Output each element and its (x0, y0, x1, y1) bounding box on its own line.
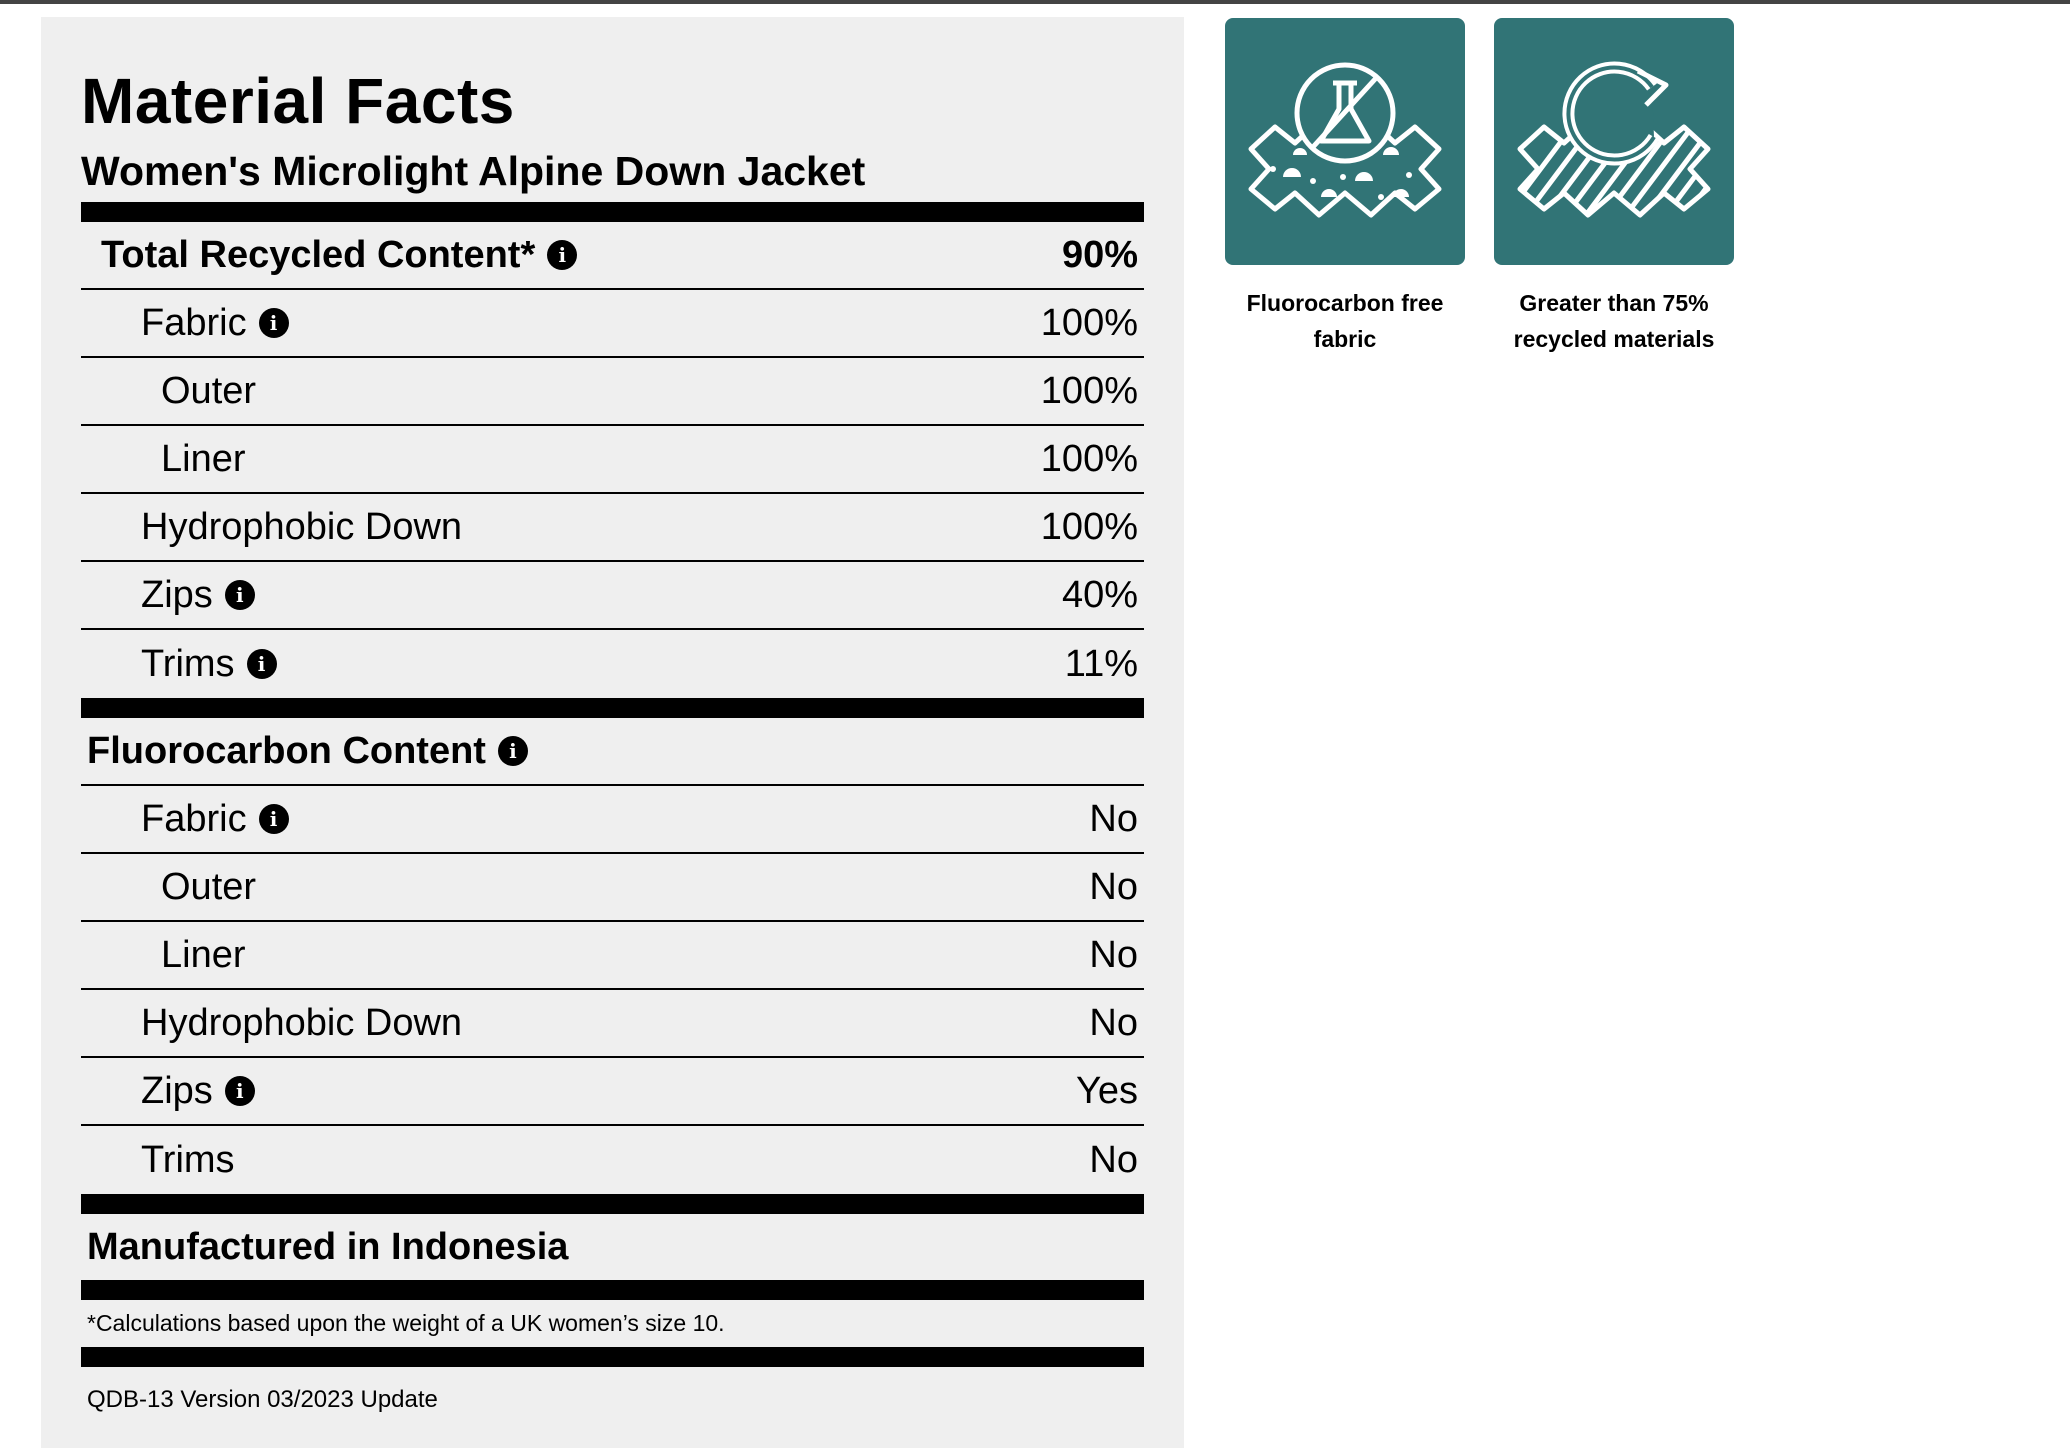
fluoro-fabric-row (81, 786, 1144, 854)
row-value: No (1089, 798, 1138, 840)
badge-caption-line: recycled materials (1513, 326, 1715, 352)
thick-divider (81, 1194, 1144, 1214)
badge-tile (1225, 18, 1465, 265)
badge-caption (1494, 285, 1734, 357)
row-value: 100% (1040, 370, 1138, 412)
row-value: 100% (1040, 438, 1138, 480)
row-label: Liner (161, 438, 246, 480)
info-icon[interactable]: i (247, 649, 277, 679)
fluoro-outer-row (81, 854, 1144, 922)
badge-caption-line: fabric (1313, 326, 1377, 352)
fluoro-down-row (81, 990, 1144, 1058)
recycled-zips-row (81, 562, 1144, 630)
recycled-trims-row (81, 630, 1144, 698)
row-label: Zips (141, 1070, 213, 1112)
badge-caption-line: Fluorocarbon free (1246, 290, 1444, 316)
recycled-materials-badge (1494, 18, 1734, 357)
recycled-liner-row (81, 426, 1144, 494)
row-label: Hydrophobic Down (141, 1002, 463, 1044)
badge-caption (1225, 285, 1465, 357)
page-title: Material Facts (81, 65, 515, 137)
thick-divider (81, 1280, 1144, 1300)
row-value: 40% (1061, 574, 1138, 616)
row-label: Trims (141, 643, 235, 685)
facts-table (81, 202, 1144, 1433)
recycled-fabric-row (81, 290, 1144, 358)
info-icon[interactable]: i (225, 580, 255, 610)
total-recycled-label: Total Recycled Content* (101, 234, 536, 276)
row-value: 100% (1040, 506, 1138, 548)
info-icon[interactable]: i (225, 1076, 255, 1106)
row-label: Fabric (141, 302, 247, 344)
top-border (0, 0, 2070, 4)
total-recycled-value: 90% (1061, 234, 1138, 276)
row-label: Zips (141, 574, 213, 616)
info-icon[interactable]: i (259, 308, 289, 338)
row-value: No (1089, 1139, 1138, 1181)
row-value: No (1089, 934, 1138, 976)
info-icon[interactable]: i (498, 736, 528, 766)
row-value: 11% (1064, 643, 1138, 685)
fluorocarbon-heading: Fluorocarbon Content (87, 730, 486, 772)
badge-tile (1494, 18, 1734, 265)
info-icon[interactable]: i (547, 240, 577, 270)
thick-divider (81, 202, 1144, 222)
badge-caption-line: Greater than 75% (1519, 290, 1709, 316)
fluoro-trims-row (81, 1126, 1144, 1194)
material-facts-panel (41, 17, 1184, 1448)
row-label: Trims (141, 1139, 235, 1181)
thick-divider (81, 1347, 1144, 1367)
recycled-outer-row (81, 358, 1144, 426)
row-label: Liner (161, 934, 246, 976)
product-name: Women's Microlight Alpine Down Jacket (81, 148, 866, 194)
row-label: Hydrophobic Down (141, 506, 463, 548)
recycled-materials-icon (1502, 47, 1726, 237)
row-value: No (1089, 1002, 1138, 1044)
thick-divider (81, 698, 1144, 718)
fluoro-liner-row (81, 922, 1144, 990)
fluorocarbon-free-badge (1225, 18, 1465, 357)
row-label: Fabric (141, 798, 247, 840)
fluoro-zips-row (81, 1058, 1144, 1126)
recycled-down-row (81, 494, 1144, 562)
row-value: 100% (1040, 302, 1138, 344)
manufactured-in: Manufactured in Indonesia (87, 1225, 569, 1268)
row-value: Yes (1076, 1070, 1138, 1112)
version-label: QDB-13 Version 03/2023 Update (87, 1386, 438, 1413)
fluorocarbon-free-icon (1233, 47, 1457, 237)
fluorocarbon-heading-row (81, 718, 1144, 786)
row-value: No (1089, 866, 1138, 908)
info-icon[interactable]: i (259, 804, 289, 834)
row-label: Outer (161, 866, 257, 908)
total-recycled-row (81, 222, 1144, 290)
footnote: *Calculations based upon the weight of a UK women’s size 10. (87, 1310, 725, 1336)
row-label: Outer (161, 370, 257, 412)
